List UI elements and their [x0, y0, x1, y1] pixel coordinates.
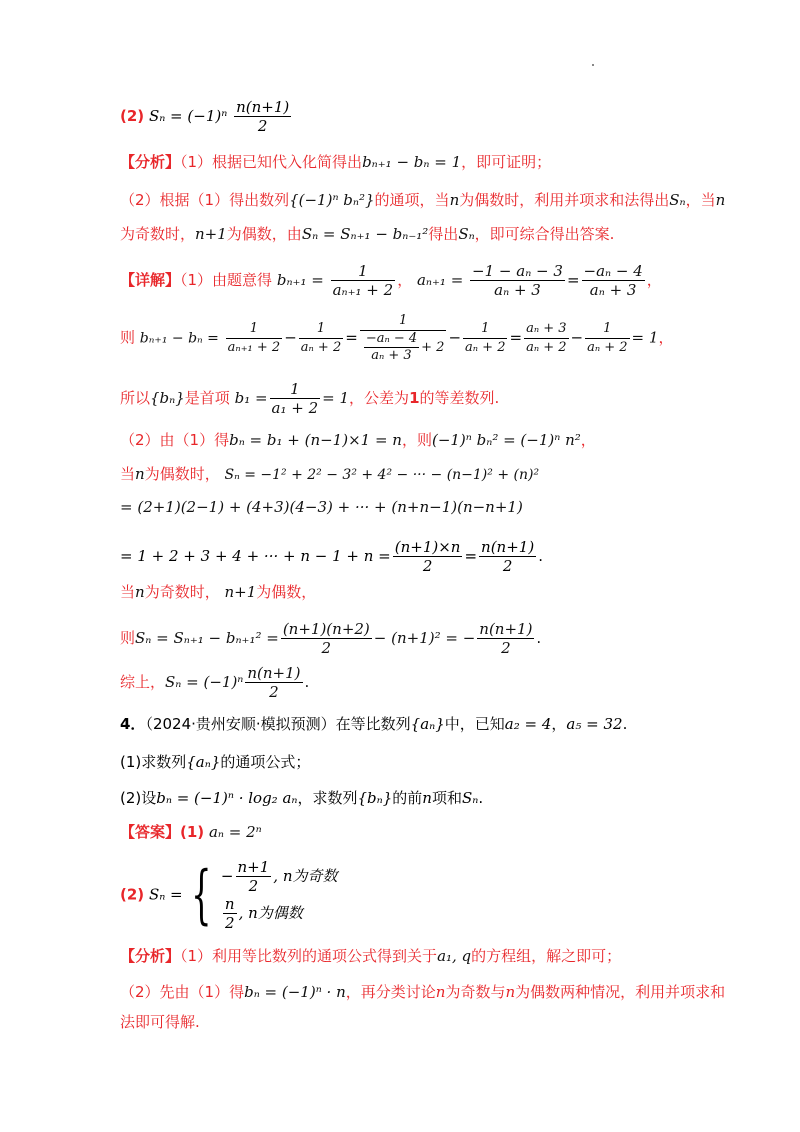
question-number: 4．: [120, 715, 146, 733]
math-expr: Sₙ = (−1)ⁿ: [148, 107, 228, 125]
q4-answer-2: (2) Sₙ = { − $\frac{n+1}{2}$ , n为奇数 $\frac{n}{2}$ , n为偶数: [120, 858, 338, 932]
q3-analysis-3: 为奇数时，n+1为偶数，由Sₙ = Sₙ₊₁ − bₙ₋₁²得出Sₙ，即可综合得出答案.: [120, 225, 615, 243]
piecewise-cases: − $\frac{n+1}{2}$ , n为奇数 $\frac{n}{2}$ , n为偶数: [220, 858, 338, 932]
page-mark: [592, 64, 594, 66]
q3-detail-8: 当n为奇数时， n+1为偶数，: [120, 583, 317, 601]
answer-tag: 【答案】: [120, 823, 181, 841]
brace: {: [191, 858, 212, 932]
q3-answer-2: [120, 98, 700, 135]
q3-detail-9: 则Sₙ = Sₙ₊₁ − bₙ₊₁² = $\frac{(n+1)(n+2)}{2}$ − (n+1)² = − $\frac{n(n+1)}{2}$ .: [120, 620, 542, 657]
q4-sub1: (1)求数列{aₙ}的通项公式；: [120, 753, 311, 771]
q4-sub2: (2)设bₙ = (−1)ⁿ · log₂ aₙ，求数列{bₙ}的前n项和Sₙ.: [120, 789, 484, 807]
detail-tag: 【详解】: [120, 271, 181, 289]
q3-detail-1: 【详解】（1）由题意得 bₙ₊₁ = $\frac{1}{\text{aₙ₊₁ + 2}}$ ， aₙ₊₁ = $\frac{\text{−1 − aₙ − 3}}{\text{aₙ + 3}}$ = $\frac{\text{−aₙ − 4}}{\text{aₙ + 3}}$ ，: [120, 262, 662, 299]
answer-label: (2): [120, 107, 145, 125]
question-source: （2024·贵州安顺·模拟预测）: [145, 715, 336, 733]
fraction: $\frac{n(n+1)}{2}$: [236, 98, 290, 135]
q4-stem: 4．（2024·贵州安顺·模拟预测）在等比数列{aₙ}中，已知a₂ = 4，a₅ = 32.: [120, 715, 628, 733]
q4-analysis-2: （2）先由（1）得bₙ = (−1)ⁿ · n，再分类讨论n为奇数与n为偶数两种情况，利用并项求和: [120, 983, 726, 1001]
q3-analysis-2: （2）根据（1）得出数列{(−1)ⁿ bₙ²}的通项，当n为偶数时，利用并项求和法得出Sₙ，当n: [120, 191, 726, 209]
q3-detail-3: 所以{bₙ}是首项 b₁ = $\frac{1}{\text{a₁ + 2}}$ = 1，公差为1的等差数列.: [120, 380, 500, 417]
q3-detail-5: 当n为偶数时， Sₙ = −1² + 2² − 3² + 4² − ··· − (n−1)² + (n)²: [120, 465, 540, 483]
q4-analysis-1: 【分析】（1）利用等比数列的通项公式得到关于a₁, q的方程组，解之即可；: [120, 947, 622, 965]
analysis-tag: 【分析】: [120, 153, 181, 171]
q4-analysis-3: 法即可得解.: [120, 1013, 200, 1031]
q3-detail-2: 则 bₙ₊₁ − bₙ = $\frac{1}{\text{aₙ₊₁ + 2}}$ − $\frac{1}{\text{aₙ + 2}}$ = 1 $\frac{\text{−aₙ − 4}}{\text{aₙ + 3}}$ + 2 − $\frac{1}{\text{aₙ + 2}}$ = $\frac{\text{aₙ + 3}}{\text{aₙ + 2}}$ − $\frac{1}{\text{aₙ + 2}}$ = 1，: [120, 313, 674, 363]
q3-detail-4: （2）由（1）得bₙ = b₁ + (n−1)×1 = n，则(−1)ⁿ bₙ² = (−1)ⁿ n²，: [120, 431, 596, 449]
q4-answer-1: 【答案】(1) aₙ = 2ⁿ: [120, 823, 262, 841]
q3-detail-10: 综上，Sₙ = (−1)ⁿ $\frac{n(n+1)}{2}$ .: [120, 664, 310, 701]
q3-detail-7: = 1 + 2 + 3 + 4 + ··· + n − 1 + n = $\frac{(n+1)\times n}{2}$ = $\frac{n(n+1)}{2}$ .: [120, 538, 543, 575]
q3-analysis-1: 【分析】（1）根据已知代入化简得出bₙ₊₁ − bₙ = 1，即可证明；: [120, 153, 552, 171]
q3-detail-6: = (2+1)(2−1) + (4+3)(4−3) + ··· + (n+n−1)(n−n+1): [120, 498, 523, 516]
